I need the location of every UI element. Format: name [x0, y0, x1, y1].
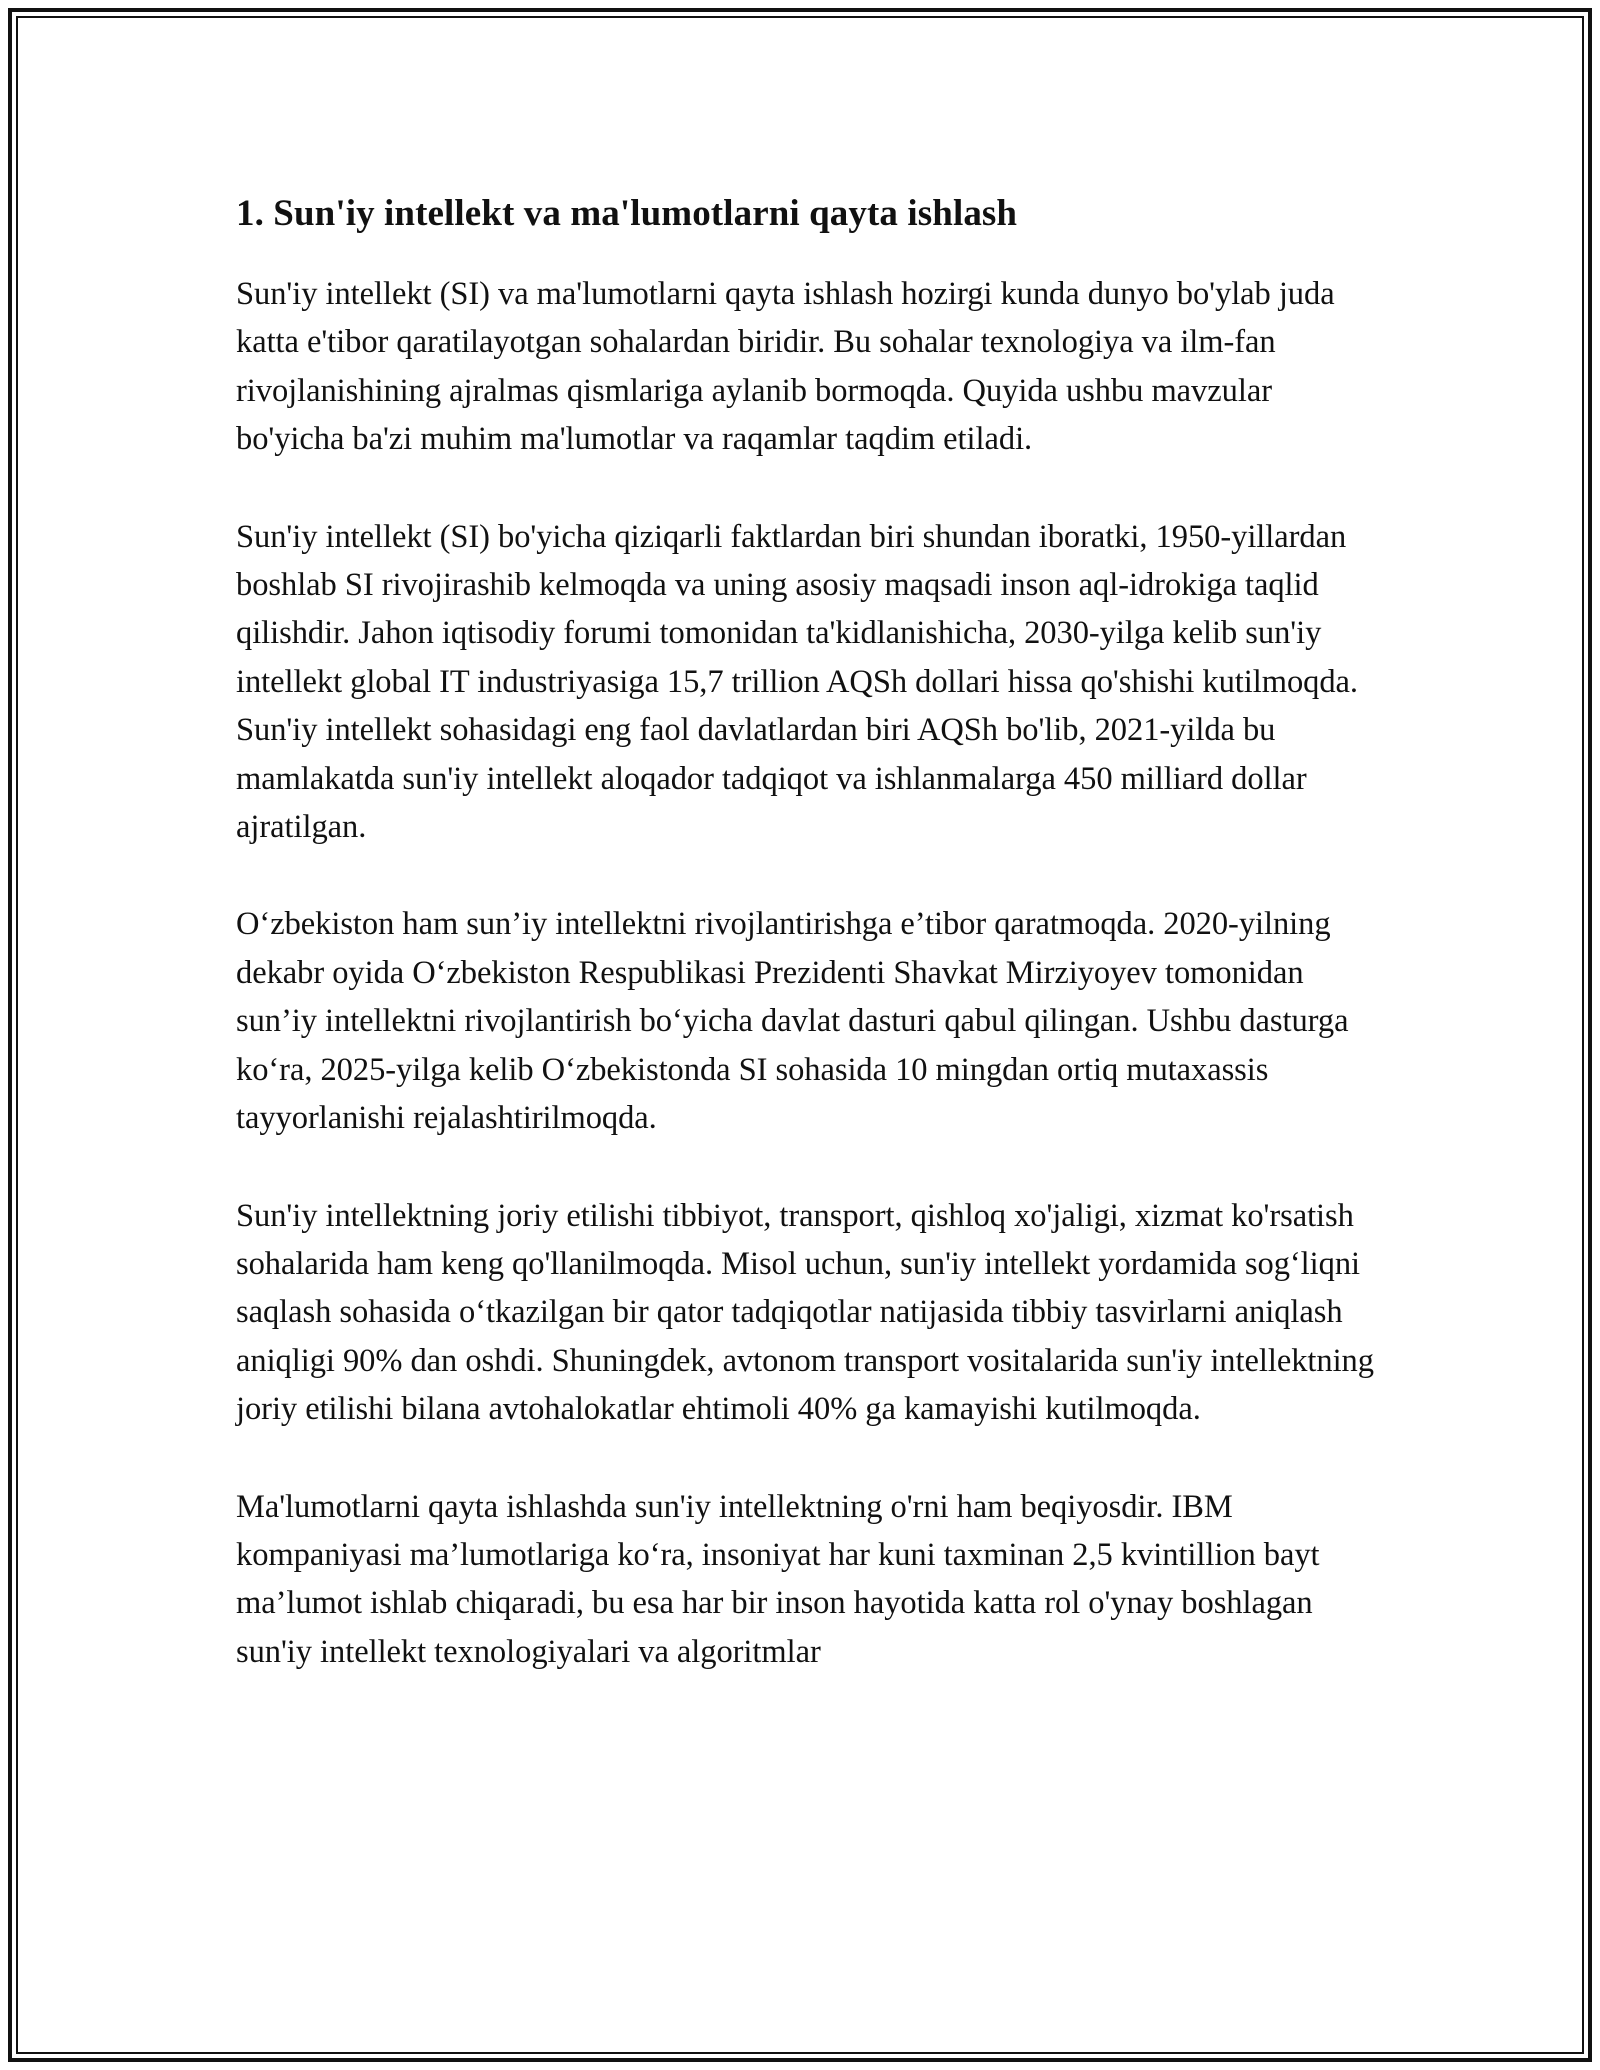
paragraph-uzbekistan: O‘zbekiston ham sun’iy intellektni rivojlantirishga e’tibor qaratmoqda. 2020-yilning dekabr oyida O‘zbekiston Respublikasi Prezidenti Shavkat Mirziyoyev tomonidan sun’iy intellektni rivojlantirish bo‘yicha davlat dasturi qabul qilingan. Ushbu dasturga ko‘ra, 2025-yilga kelib O‘zbekistonda SI sohasida 10 mingdan ortiq mutaxassis tayyorlanishi rejalashtirilmoqda.	[236, 906, 1349, 1137]
paragraph-ai-facts: Sun'iy intellekt (SI) bo'yicha qiziqarli faktlardan biri shundan iboratki, 1950-yillardan boshlab SI rivojirashib kelmoqda va uning asosiy maqsadi inson aql-idrokiga taqlid qilishdir. Jahon iqtisodiy forumi tomonidan ta'kidlanishicha, 2030-yilga kelib sun'iy intellekt global IT industriyasiga 15,7 trillion AQSh dollari hissa qo'shishi kutilmoqda. Sun'iy intellekt sohasidagi eng faol davlatlardan biri AQSh bo'lib, 2021-yilda bu mamlakatda sun'iy intellekt aloqador tadqiqot va ishlanmalarga 450 milliard dollar ajratilgan.	[236, 518, 1358, 846]
section-heading: 1. Sun'iy intellekt va ma'lumotlarni qayta ishlash	[236, 193, 1018, 234]
paragraph-intro: Sun'iy intellekt (SI) va ma'lumotlarni qayta ishlash hozirgi kunda dunyo bo'ylab juda katta e'tibor qaratilayotgan sohalardan biridir. Bu sohalar texnologiya va ilm-fan rivojlanishining ajralmas qismlariga aylanib bormoqda. Quyida ushbu mavzular bo'yicha ba'zi muhim ma'lumotlar va raqamlar taqdim etiladi.	[236, 276, 1335, 458]
paragraph-applications: Sun'iy intellektning joriy etilishi tibbiyot, transport, qishloq xo'jaligi, xizmat ko'rsatish sohalarida ham keng qo'llanilmoqda. Misol uchun, sun'iy intellekt yordamida sog‘liqni saqlash sohasida o‘tkazilgan bir qator tadqiqotlar natijasida tibbiy tasvirlarni aniqlash aniqligi 90% dan oshdi. Shuningdek, avtonom transport vositalarida sun'iy intellektning joriy etilishi bilana avtohalokatlar ehtimoli 40% ga kamayishi kutilmoqda.	[236, 1197, 1374, 1428]
paragraph-data-processing: Ma'lumotlarni qayta ishlashda sun'iy intellektning o'rni ham beqiyosdir. IBM kompaniyasi ma’lumotlariga ko‘ra, insoniyat har kuni taxminan 2,5 kvintillion bayt ma’lumot ishlab chiqaradi, bu esa har bir inson hayotida katta rol o'ynay boshlagan sun'iy intellekt texnologiyalari va algoritmlar	[236, 1488, 1320, 1670]
document-body	[236, 186, 1376, 1725]
